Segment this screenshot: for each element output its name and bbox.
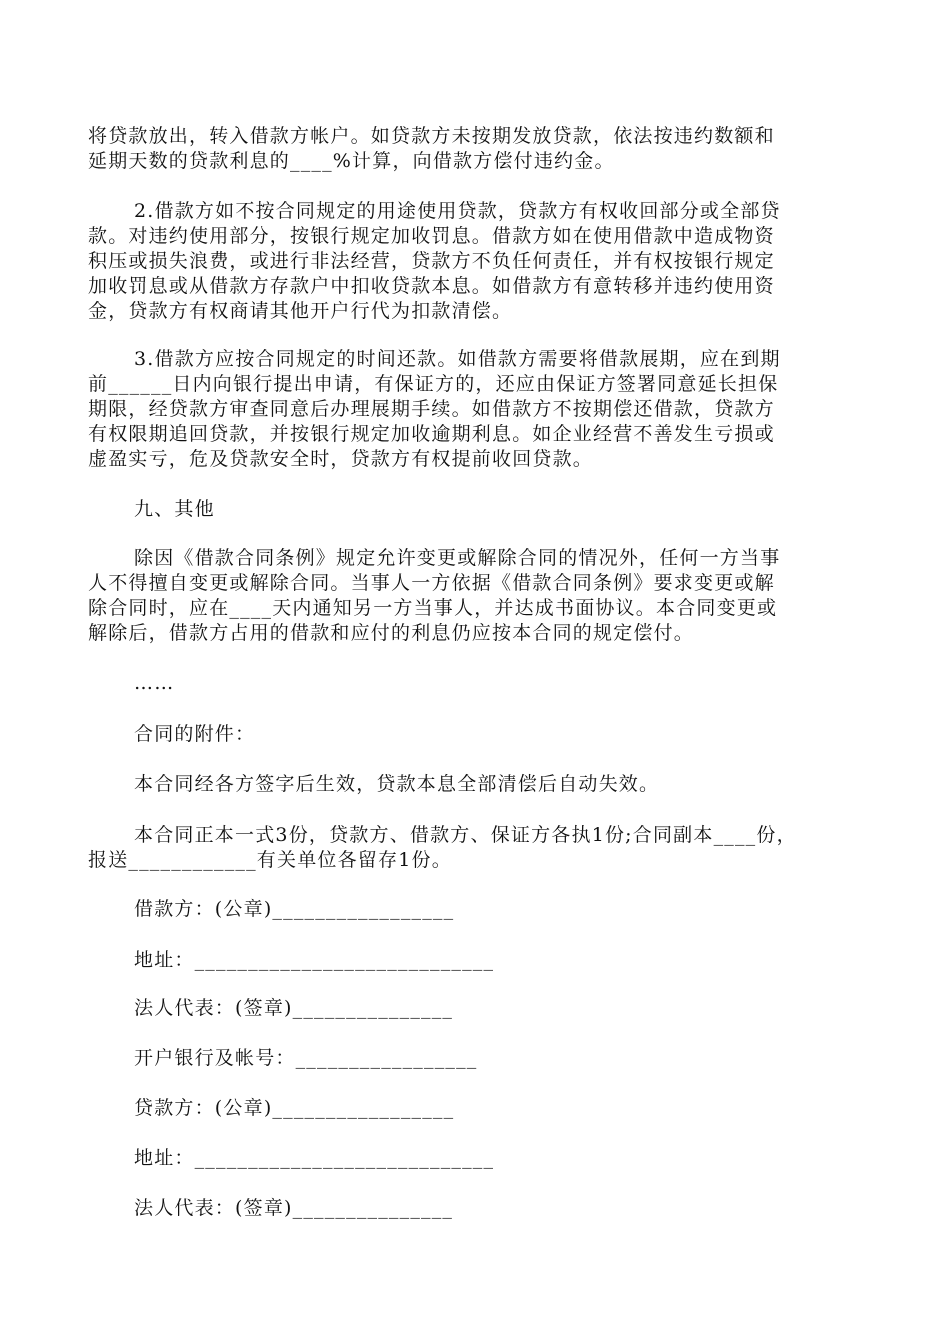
paragraph-amendment	[88, 546, 862, 646]
text-line: 将贷款放出，转入借款方帐户。如贷款方未按期发放贷款，依法按违约数额和	[88, 125, 775, 147]
paragraph-clause-3	[88, 347, 862, 472]
text-line: 除因《借款合同条例》规定允许变更或解除合同的情况外，任何一方当事	[134, 547, 781, 569]
text-line: 加收罚息或从借款方存款户中扣收贷款本息。如借款方有意转移并违约使用资	[88, 275, 775, 297]
borrower-address-line: 地址：____________________________	[134, 949, 495, 971]
text-line: 报送____________有关单位各留存1份。	[88, 849, 452, 871]
text-line: 解除后，借款方占用的借款和应付的利息仍应按本合同的规定偿付。	[88, 622, 695, 644]
text-line: 2.借款方如不按合同规定的用途使用贷款，贷款方有权收回部分或全部贷	[134, 200, 781, 222]
text-line: 虚盈实亏，危及贷款安全时，贷款方有权提前收回贷款。	[88, 448, 594, 470]
text-line: 本合同正本一式3份，贷款方、借款方、保证方各执1份;合同副本____份，	[134, 824, 797, 846]
borrower-legal-rep-line: 法人代表：(签章)_______________	[134, 997, 454, 1019]
paragraph-clause-2	[88, 199, 862, 324]
lender-address-line: 地址：____________________________	[134, 1147, 495, 1169]
text-line: 有权限期追回贷款，并按银行规定加收逾期利息。如企业经营不善发生亏损或	[88, 423, 775, 445]
effectiveness-clause: 本合同经各方签字后生效，贷款本息全部清偿后自动失效。	[134, 773, 660, 795]
borrower-bank-account-line: 开户银行及帐号：_________________	[134, 1047, 478, 1069]
borrower-seal-line: 借款方：(公章)_________________	[134, 898, 455, 920]
text-line: 前______日内向银行提出申请，有保证方的，还应由保证方签署同意延长担保	[88, 373, 779, 395]
text-line: 除合同时，应在____天内通知另一方当事人，并达成书面协议。本合同变更或	[88, 597, 778, 619]
paragraph-loan-disbursement	[88, 124, 862, 174]
text-line: 人不得擅自变更或解除合同。当事人一方依据《借款合同条例》要求变更或解	[88, 572, 775, 594]
lender-legal-rep-line: 法人代表：(签章)_______________	[134, 1197, 454, 1219]
lender-seal-line: 贷款方：(公章)_________________	[134, 1097, 455, 1119]
paragraph-copies	[88, 823, 862, 873]
section-heading-other: 九、其他	[134, 498, 215, 520]
text-line: 金，贷款方有权商请其他开户行代为扣款清偿。	[88, 300, 513, 322]
text-line: 3.借款方应按合同规定的时间还款。如借款方需要将借款展期，应在到期	[134, 348, 781, 370]
text-line: 款。对违约使用部分，按银行规定加收罚息。借款方如在使用借款中造成物资	[88, 225, 775, 247]
text-line: 期限，经贷款方审查同意后办理展期手续。如借款方不按期偿还借款，贷款方	[88, 398, 775, 420]
text-line: 积压或损失浪费，或进行非法经营，贷款方不负任何责任，并有权按银行规定	[88, 250, 775, 272]
attachments-label: 合同的附件：	[134, 723, 256, 745]
ellipsis: ……	[134, 672, 175, 694]
text-line: 延期天数的贷款利息的____%计算，向借款方偿付违约金。	[88, 150, 615, 172]
